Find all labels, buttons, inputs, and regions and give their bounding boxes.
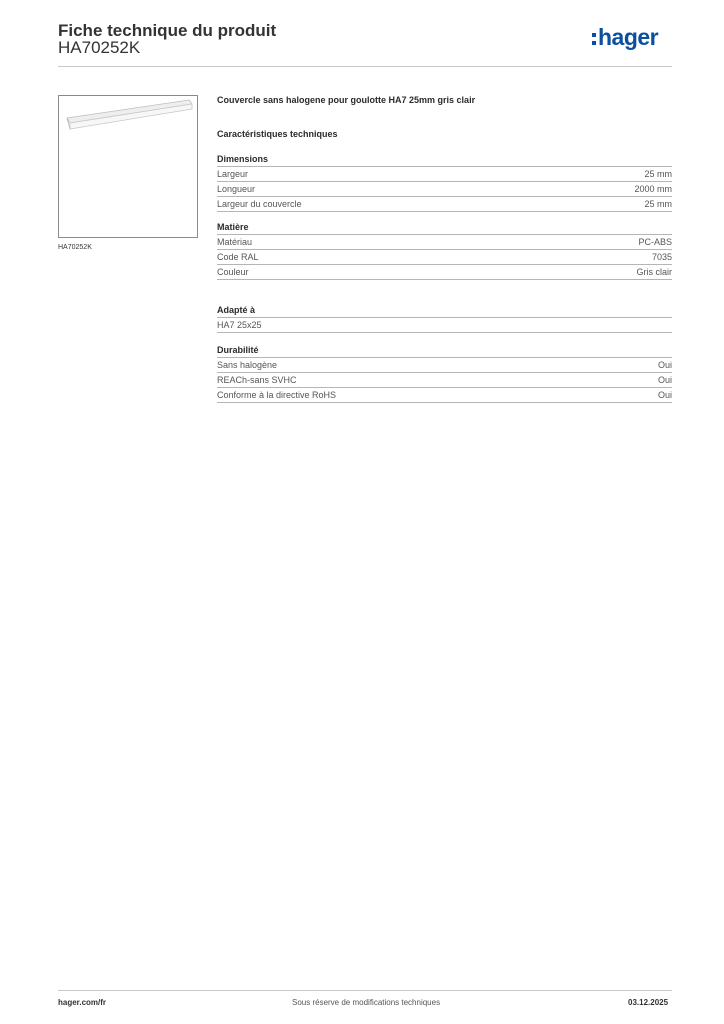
spec-value: 25 mm (644, 169, 672, 179)
hager-logo (592, 24, 658, 51)
footer-website-link[interactable]: hager.com/fr (58, 998, 107, 1007)
logo-text: hager (598, 24, 659, 50)
spec-row (217, 250, 672, 265)
spec-value: PC-ABS (638, 237, 672, 247)
cable-duct-cover-icon (59, 96, 197, 237)
spec-row (217, 358, 672, 373)
spec-row (217, 235, 672, 250)
spec-label: Conforme à la directive RoHS (217, 390, 337, 400)
spec-value: Oui (657, 360, 672, 370)
header-divider (58, 66, 672, 67)
group-title-dimensions: Dimensions (217, 154, 672, 167)
spec-label: Sans halogène (217, 360, 278, 370)
spec-row (217, 197, 672, 212)
spec-label: Couleur (217, 267, 249, 277)
spec-row (217, 388, 672, 403)
spec-value: Oui (657, 375, 672, 385)
spec-row (217, 318, 672, 333)
spec-row (217, 265, 672, 280)
spec-value: 7035 (651, 252, 672, 262)
product-code: HA70252K (58, 38, 141, 57)
spec-value: Oui (657, 390, 672, 400)
spec-row (217, 373, 672, 388)
spec-row (217, 167, 672, 182)
group-title-adapte: Adapté à (217, 305, 672, 318)
spec-label: Longueur (217, 184, 256, 194)
footer-note: Sous réserve de modifications techniques (292, 998, 441, 1007)
logo-dots-icon (592, 33, 596, 45)
spec-label: HA7 25x25 (217, 320, 262, 330)
spec-value: 2000 mm (634, 184, 672, 194)
spec-label: Largeur (217, 169, 249, 179)
group-title-durabilite: Durabilité (217, 345, 672, 358)
spec-row (217, 182, 672, 197)
product-image (58, 95, 198, 238)
product-details (217, 95, 672, 403)
group-title-matiere: Matière (217, 222, 672, 235)
spec-label: Matériau (217, 237, 253, 247)
spec-label: Largeur du couvercle (217, 199, 302, 209)
product-description: Couvercle sans halogene pour goulotte HA7 25mm gris clair (217, 95, 476, 105)
footer-divider (58, 990, 672, 991)
spec-label: Code RAL (217, 252, 259, 262)
spec-value: Gris clair (636, 267, 672, 277)
image-caption: HA70252K (58, 244, 92, 251)
footer-date: 03.12.2025 (628, 998, 669, 1007)
page-title: Fiche technique du produit (58, 21, 277, 40)
section-title: Caractéristiques techniques (217, 129, 338, 139)
spec-value: 25 mm (644, 199, 672, 209)
spec-label: REACh-sans SVHC (217, 375, 297, 385)
